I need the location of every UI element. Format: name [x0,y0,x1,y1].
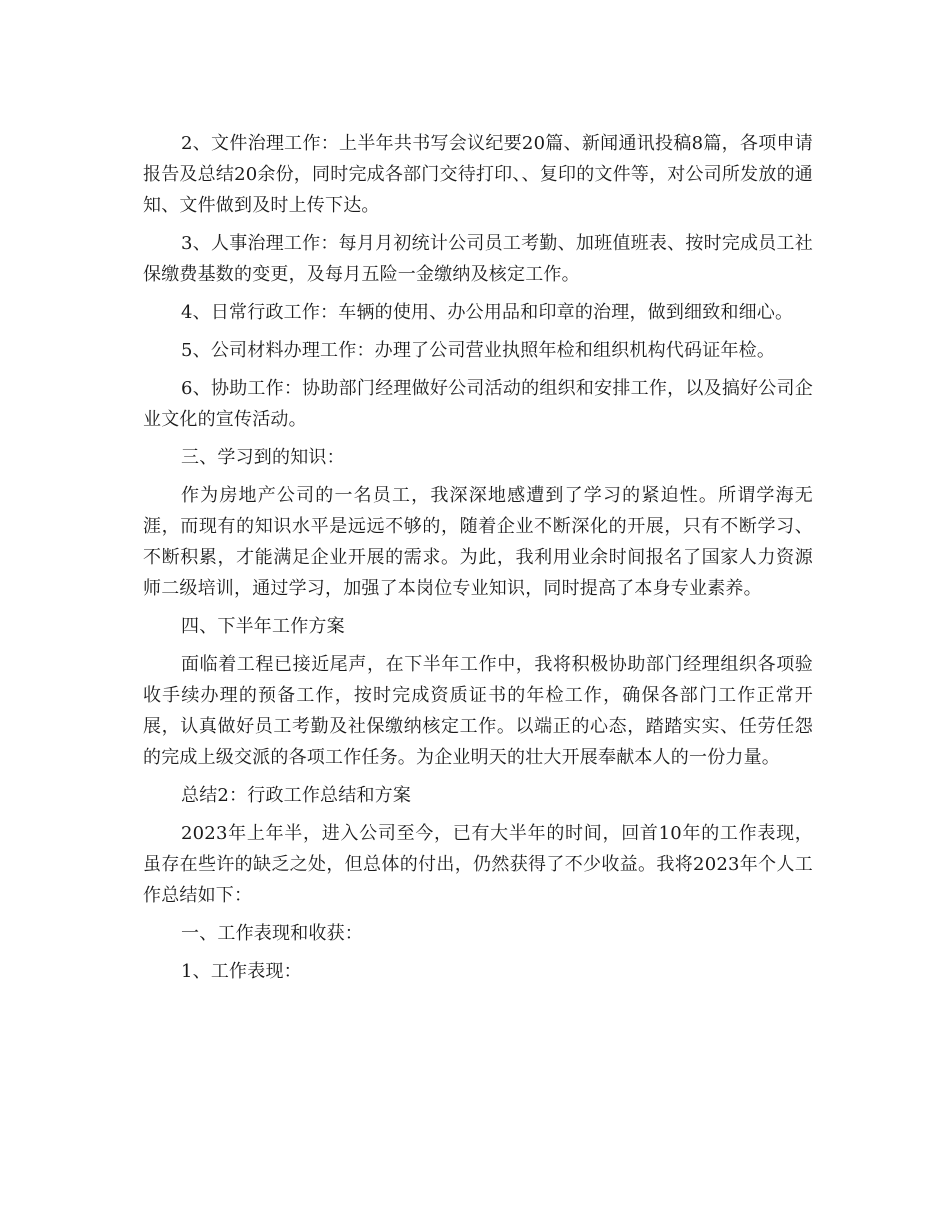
paragraph-knowledge: 作为房地产公司的一名员工，我深深地感遭到了学习的紧迫性。所谓学海无涯，而现有的知识水平是远远不够的，随着企业不断深化的开展，只有不断学习、不断积累，才能满足企业开展的需求。为此，我利用业余时间报名了国家人力资源师二级培训，通过学习，加强了本岗位专业知识，同时提高了本身专业素养。 [143,485,813,599]
section-heading-knowledge: 三、学习到的知识： [181,447,345,468]
subheading-work-performance: 1、工作表现： [181,961,302,982]
section-heading-second-half-plan: 四、下半年工作方案 [181,616,345,637]
paragraph-file-management: 2、文件治理工作：上半年共书写会议纪要20篇、新闻通讯投稿8篇，各项申请报告及总结20余份，同时完成各部门交待打印、、复印的文件等，对公司所发放的通知、文件做到及时上传下达。 [143,133,813,216]
paragraph-daily-admin: 4、日常行政工作：车辆的使用、办公用品和印章的治理，做到细致和细心。 [181,302,794,323]
paragraph-summary-intro: 2023年上年半，进入公司至今，已有大半年的时间，回首10年的工作表现，虽存在些许的缺乏之处，但总体的付出，仍然获得了不少收益。我将2023年个人工作总结如下： [143,823,813,906]
paragraph-second-half-plan: 面临着工程已接近尾声，在下半年工作中，我将积极协助部门经理组织各项验收手续办理的预备工作，按时完成资质证书的年检工作，确保各部门工作正常开展，认真做好员工考勤及社保缴纳核定工作。以端正的心态，踏踏实实、任劳任怨的完成上级交派的各项工作任务。为企业明天的壮大开展奉献本人的一份力量。 [143,654,813,768]
document-body [143,128,813,994]
paragraph-company-materials: 5、公司材料办理工作：办理了公司营业执照年检和组织机构代码证年检。 [181,340,776,361]
section-heading-performance: 一、工作表现和收获： [181,923,363,944]
section-heading-summary-2: 总结2：行政工作总结和方案 [181,785,412,806]
paragraph-assistance-work: 6、协助工作：协助部门经理做好公司活动的组织和安排工作，以及搞好公司企业文化的宣传活动。 [143,378,813,430]
paragraph-personnel-management: 3、人事治理工作：每月月初统计公司员工考勤、加班值班表、按时完成员工社保缴费基数的变更，及每月五险一金缴纳及核定工作。 [143,233,813,285]
